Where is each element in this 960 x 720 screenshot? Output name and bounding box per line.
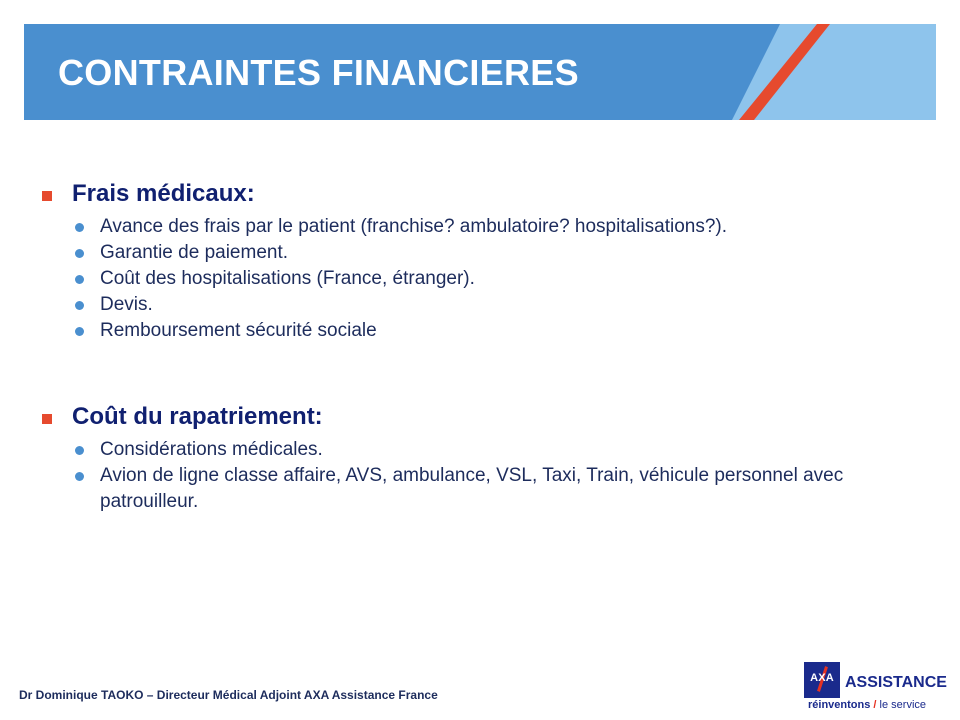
section-header <box>42 403 902 437</box>
section-heading: Frais médicaux: <box>72 180 255 207</box>
list-item-text: Coût des hospitalisations (France, étranger). <box>100 268 475 289</box>
round-bullet-icon <box>75 446 84 455</box>
footer-author: Dr Dominique TAOKO – Directeur Médical Adjoint AXA Assistance France <box>19 688 438 702</box>
logo-tagline <box>808 699 926 711</box>
list-item <box>42 318 902 344</box>
round-bullet-icon <box>75 472 84 481</box>
list-item-text: Avion de ligne classe affaire, AVS, ambulance, VSL, Taxi, Train, véhicule personnel avec patrouilleur. <box>100 465 844 512</box>
list-item <box>42 240 902 266</box>
bullet-list <box>42 437 902 515</box>
list-item <box>42 214 902 240</box>
slide-title: CONTRAINTES FINANCIERES <box>58 52 579 93</box>
list-item <box>42 463 890 515</box>
axa-assistance-logo <box>804 662 950 714</box>
round-bullet-icon <box>75 301 84 310</box>
logo-wordmark: ASSISTANCE <box>845 674 947 691</box>
square-bullet-icon <box>42 191 52 201</box>
title-banner <box>24 24 936 120</box>
round-bullet-icon <box>75 223 84 232</box>
tagline-rest: le service <box>879 699 927 711</box>
square-bullet-icon <box>42 414 52 424</box>
list-item-text: Remboursement sécurité sociale <box>100 320 377 341</box>
list-item-text: Considérations médicales. <box>100 439 323 460</box>
tagline-slash: / <box>873 699 877 711</box>
list-item-text: Avance des frais par le patient (franchise? ambulatoire? hospitalisations?). <box>100 216 727 237</box>
section-heading: Coût du rapatriement: <box>72 403 323 430</box>
list-item-text: Devis. <box>100 294 153 315</box>
section-cout-rapatriement <box>42 403 902 515</box>
round-bullet-icon <box>75 249 84 258</box>
list-item <box>42 437 902 463</box>
bullet-list <box>42 214 902 344</box>
section-frais-medicaux <box>42 180 902 344</box>
axa-logo-icon <box>804 662 840 698</box>
tagline-bold: réinventons <box>808 699 871 711</box>
round-bullet-icon <box>75 275 84 284</box>
round-bullet-icon <box>75 327 84 336</box>
list-item <box>42 266 902 292</box>
section-header <box>42 180 902 214</box>
axa-logo-text: AXA <box>810 672 834 684</box>
list-item-text: Garantie de paiement. <box>100 242 289 263</box>
list-item <box>42 292 902 318</box>
